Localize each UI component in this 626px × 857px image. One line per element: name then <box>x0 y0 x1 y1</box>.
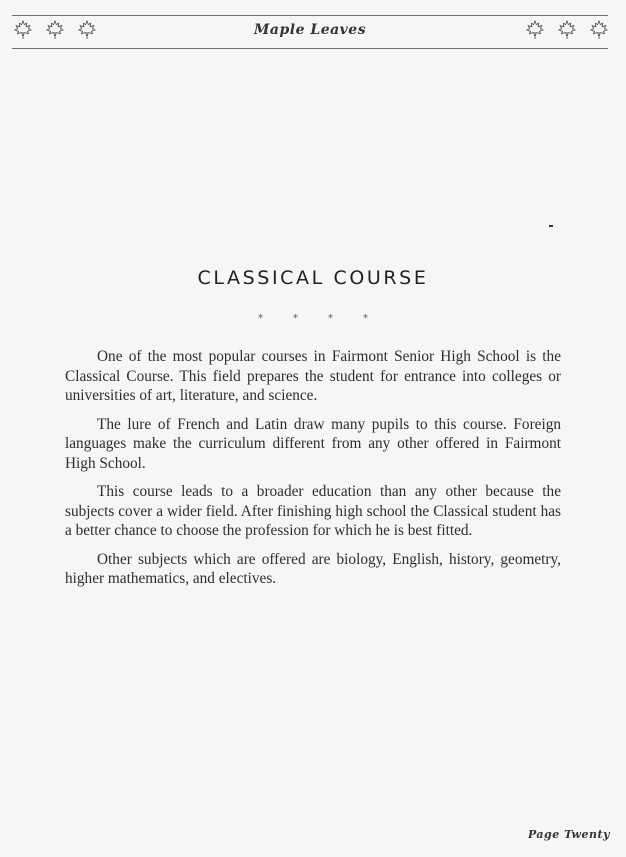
header-leaves-right <box>526 20 608 40</box>
maple-leaf-icon <box>590 20 608 40</box>
page-header <box>12 15 608 49</box>
maple-leaf-icon <box>558 20 576 40</box>
separator-star: * <box>258 313 263 324</box>
maple-leaf-icon <box>526 20 544 40</box>
separator-star: * <box>328 313 333 324</box>
paragraph: This course leads to a broader education than any other because the subjects cover a wider field. After finishing high school the Classical student has a better chance to choose the profession for which he is best fitted. <box>65 483 561 539</box>
paragraph: One of the most popular courses in Fairmont Senior High School is the Classical Course. This field prepares the student for entrance into colleges or universities of art, literature, and science. <box>65 348 561 404</box>
stray-ink-mark <box>549 225 553 227</box>
article-title: CLASSICAL COURSE <box>197 267 429 289</box>
paragraph: Other subjects which are offered are biology, English, history, geometry, higher mathematics, and electives. <box>65 550 561 587</box>
separator-star: * <box>363 313 368 324</box>
page-number: Page Twenty <box>527 828 610 841</box>
paragraph: The lure of French and Latin draw many pupils to this course. Foreign languages make the curriculum different from any other offered in Fairmont High School. <box>65 415 561 472</box>
section-separator <box>258 313 368 324</box>
separator-star: * <box>293 313 298 324</box>
header-title: Maple Leaves <box>253 22 367 38</box>
article-body <box>65 347 561 598</box>
